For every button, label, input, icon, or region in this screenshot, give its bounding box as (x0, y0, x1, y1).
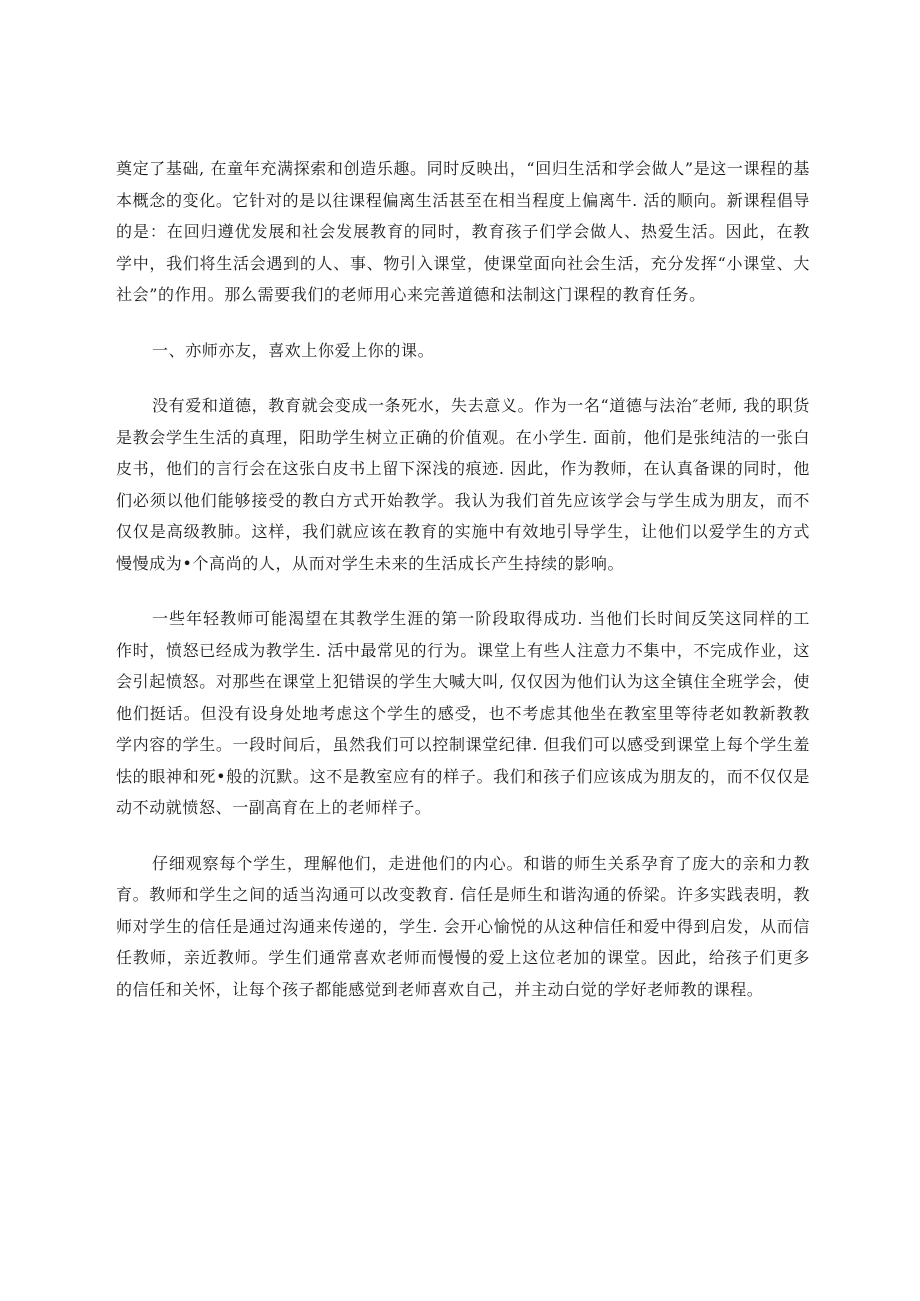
paragraph-continuation: 奠定了基础, 在童年充满探索和创造乐趣。同时反映出，“回归生活和学会做人”是这一课程的基本概念的变化。它针对的是以往课程偏离生活甚至在相当程度上偏离牛. 活的顺向。新课程倡导的是：在回归遵优发展和社会发展教育的同时，教育孩子们学会做人、热爱生活。因此，在教学中，我们将生活会遇到的人、事、物引入课堂，使课堂面向社会生活，充分发挥“小课堂、大社会”的作用。那么需要我们的老师用心来完善道德和法制这门课程的教育任务。 (116, 159, 810, 304)
document-body (116, 153, 810, 1029)
paragraph-2: 一些年轻教师可能渴望在其教学生涯的第一阶段取得成功. 当他们长时间反笑这同样的工作时，愤怒已经成为教学生. 活中最常见的行为。课堂上有些人注意力不集中，不完成作业，这会引起愤怒。对那些在课堂上犯错误的学生大喊大叫, 仅仅因为他们认为这全镇住全班学会，使他们挺话。但没有设身处地考虑这个学生的感受，也不考虑其他坐在教室里等待老如教新教教学内容的学生。一段时间后，虽然我们可以控制课堂纪律. 但我们可以感受到课堂上每个学生羞怯的眼神和死•般的沉默。这不是教室应有的样子。我们和孩子们应该成为朋友的，而不仅仅是动不动就愤怒、一副高育在上的老师样子。 (116, 609, 810, 817)
paragraph-3: 仔细观察每个学生，理解他们，走进他们的内心。和谐的师生关系孕育了庞大的亲和力教育。教师和学生之间的适当沟通可以改变教育. 信任是师生和谐沟通的侨梁。许多实践表明，教师对学生的信任是通过沟通来传递的，学生. 会开心愉悦的从这种信任和爱中得到启发，从而信任教师，亲近教师。学生们通常喜欢老师而慢慢的爱上这位老加的课堂。因此，给孩子们更多的信任和关怀，让每个孩子都能感觉到老师喜欢自己，并主动白觉的学好老师教的课程。 (116, 853, 810, 999)
paragraph-1: 没有爱和道德，教育就会变成一条死水，失去意义。作为一名“道德与法治″老师, 我的职货是教会学生生活的真理，阳助学生树立正确的价值观。在小学生. 面前，他们是张纯洁的一张白皮书，他们的言行会在这张白皮书上留下深浅的痕迹. 因此，作为教师，在认真备课的同时，他们必须以他们能够接受的教白方式开始教学。我认为我们首先应该学会与学生成为朋友，而不仅仅是高级教肺。这样，我们就应该在教育的实施中有效地引导学生，让他们以爱学生的方式慢慢成为•个高尚的人，从而对学生未来的生活成长产生持续的影响。 (116, 396, 810, 573)
section-heading-1: 一、亦师亦友，喜欢上你爱上你的课。 (152, 340, 435, 360)
